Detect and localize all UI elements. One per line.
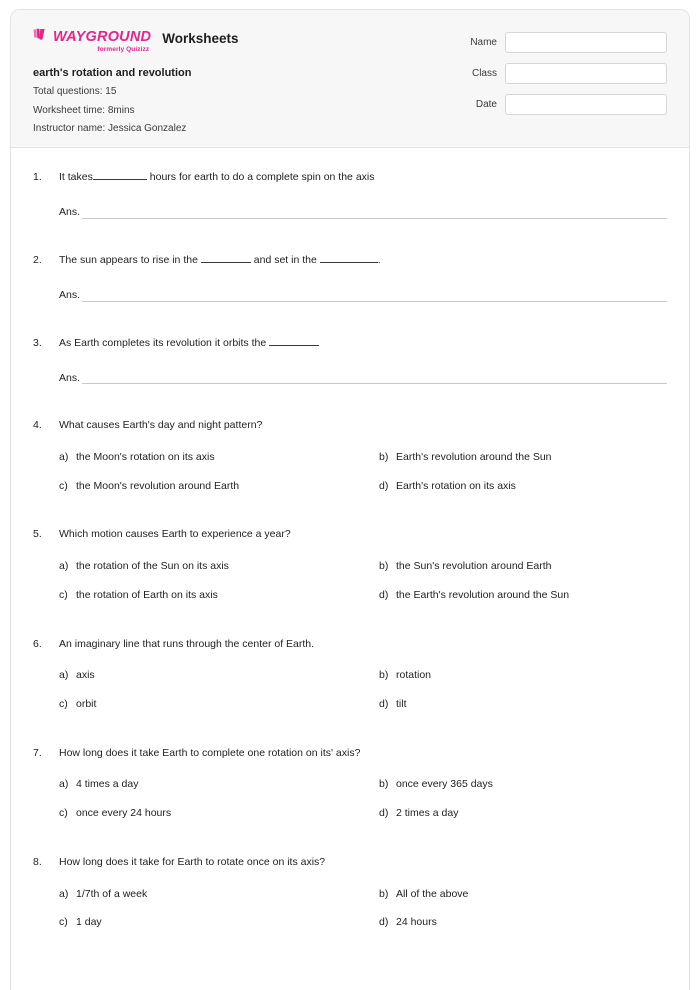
- question-8-option-c[interactable]: [59, 915, 379, 930]
- field-row-date: [437, 94, 667, 115]
- date-input[interactable]: [505, 94, 667, 115]
- option-text: 2 times a day: [396, 807, 459, 820]
- question-6-option-a[interactable]: [59, 668, 379, 683]
- question-5-text: Which motion causes Earth to experience a year?: [59, 528, 291, 541]
- question-8-option-b[interactable]: [379, 887, 667, 902]
- option-letter: d): [379, 697, 389, 710]
- question-8: [33, 855, 667, 930]
- option-letter: d): [379, 479, 389, 492]
- worksheet-card: [10, 9, 690, 990]
- question-4-option-c[interactable]: [59, 479, 379, 494]
- question-3-text: [59, 336, 319, 352]
- question-8-options: [33, 887, 667, 930]
- question-1-text: [59, 170, 375, 186]
- option-text: Earth's rotation on its axis: [396, 479, 516, 492]
- option-letter: b): [379, 887, 389, 900]
- question-1-blank: [93, 179, 147, 180]
- field-row-class: [437, 63, 667, 84]
- question-4: [33, 418, 667, 493]
- name-input[interactable]: [505, 32, 667, 53]
- questions-list: [11, 148, 689, 990]
- option-text: 24 hours: [396, 916, 437, 929]
- question-1-answer-label: Ans.: [59, 206, 81, 219]
- question-4-text: What causes Earth's day and night pattern?: [59, 419, 263, 432]
- question-3-answer-row: [33, 370, 667, 384]
- question-3: [33, 336, 667, 385]
- question-7-options: [33, 777, 667, 820]
- option-text: tilt: [396, 697, 407, 710]
- question-5-option-b[interactable]: [379, 559, 667, 574]
- question-5-number: 5.: [33, 528, 42, 541]
- question-7-option-c[interactable]: [59, 806, 379, 821]
- question-8-option-a[interactable]: [59, 887, 379, 902]
- question-1-text-before: It takes: [59, 171, 93, 183]
- question-8-number: 8.: [33, 855, 42, 868]
- question-2-text-before: The sun appears to rise in the: [59, 253, 201, 266]
- option-text: All of the above: [396, 887, 469, 900]
- wayground-logo-text: WAYGROUND: [53, 28, 152, 45]
- question-1-text-after: hours for earth to do a complete spin on the axis: [146, 171, 375, 183]
- option-text: the Moon's rotation on its axis: [76, 451, 215, 463]
- question-4-number: 4.: [33, 419, 42, 432]
- question-7-text: How long does it take Earth to complete one rotation on its' axis?: [59, 746, 361, 759]
- question-1-answer-line[interactable]: [82, 205, 667, 219]
- question-6-option-b[interactable]: [379, 668, 667, 683]
- question-3-head: [33, 336, 667, 352]
- question-2-answer-label: Ans.: [59, 288, 81, 301]
- question-8-option-d[interactable]: [379, 915, 667, 930]
- question-7-number: 7.: [33, 746, 42, 759]
- wayground-logo-mark-icon: [33, 28, 50, 45]
- option-letter: d): [379, 807, 389, 820]
- wayground-logo-subtitle: formerly Quizizz: [97, 46, 150, 54]
- question-1-answer-row: [33, 205, 667, 219]
- option-letter: c): [59, 807, 68, 820]
- question-6-option-c[interactable]: [59, 697, 379, 712]
- question-2-answer-line[interactable]: [82, 288, 667, 302]
- option-text: once every 365 days: [396, 778, 493, 791]
- option-letter: c): [59, 479, 68, 492]
- worksheet-time-text: Worksheet time: 8mins: [33, 104, 135, 116]
- question-8-text: How long does it take for Earth to rotate once on its axis?: [59, 855, 326, 868]
- question-3-text-before: As Earth completes its revolution it orbits the: [59, 336, 270, 349]
- option-letter: a): [59, 778, 69, 791]
- option-letter: a): [59, 887, 69, 900]
- question-2: [33, 253, 667, 302]
- question-6-head: [33, 637, 667, 653]
- question-7-option-d[interactable]: [379, 806, 667, 821]
- option-letter: a): [59, 669, 69, 682]
- question-4-option-a[interactable]: [59, 450, 379, 465]
- option-text: rotation: [396, 669, 432, 682]
- option-letter: b): [379, 560, 389, 573]
- worksheets-label: Worksheets: [162, 30, 239, 46]
- option-letter: b): [379, 451, 389, 463]
- question-2-answer-row: [33, 288, 667, 302]
- question-6-options: [33, 668, 667, 711]
- worksheet-header: [11, 10, 689, 148]
- option-letter: d): [379, 588, 389, 601]
- option-text: axis: [76, 669, 95, 682]
- option-text: Earth's revolution around the Sun: [396, 451, 552, 463]
- question-5-option-d[interactable]: [379, 588, 667, 603]
- question-3-answer-line[interactable]: [82, 370, 667, 384]
- question-5-options: [33, 559, 667, 602]
- option-letter: c): [59, 697, 68, 710]
- total-questions-text: Total questions: 15: [33, 86, 117, 97]
- question-6: [33, 637, 667, 712]
- question-1: [33, 170, 667, 219]
- option-letter: b): [379, 669, 389, 682]
- question-7-option-b[interactable]: [379, 777, 667, 792]
- logo-top-row: [33, 28, 151, 45]
- question-4-option-b[interactable]: [379, 450, 667, 465]
- question-2-head: [33, 253, 667, 269]
- option-text: the rotation of Earth on its axis: [76, 588, 218, 601]
- wayground-logo[interactable]: [33, 28, 151, 54]
- option-text: once every 24 hours: [76, 807, 172, 820]
- question-7-head: [33, 746, 667, 762]
- question-2-number: 2.: [33, 253, 42, 266]
- option-text: the Earth's revolution around the Sun: [396, 588, 570, 601]
- question-5-head: [33, 527, 667, 543]
- option-letter: c): [59, 916, 68, 929]
- question-3-blank: [269, 345, 319, 346]
- question-1-number: 1.: [33, 171, 42, 183]
- worksheet-title: earth's rotation and revolution: [33, 67, 192, 79]
- option-text: the Moon's revolution around Earth: [76, 479, 240, 492]
- question-2-blank-1: [201, 262, 251, 263]
- question-5-option-c[interactable]: [59, 588, 379, 603]
- question-2-text-after: .: [377, 253, 381, 266]
- question-4-options: [33, 450, 667, 493]
- question-6-option-d[interactable]: [379, 697, 667, 712]
- question-1-head: [33, 170, 667, 186]
- option-letter: c): [59, 588, 68, 601]
- question-4-head: [33, 418, 667, 434]
- option-text: 4 times a day: [76, 778, 139, 791]
- question-7-option-a[interactable]: [59, 777, 379, 792]
- question-8-head: [33, 855, 667, 871]
- option-text: 1/7th of a week: [76, 887, 148, 900]
- class-input[interactable]: [505, 63, 667, 84]
- option-letter: d): [379, 916, 389, 929]
- name-field-label: Name: [470, 37, 497, 48]
- class-field-label: Class: [471, 68, 497, 79]
- option-letter: b): [379, 778, 389, 791]
- question-2-text: [59, 253, 381, 269]
- question-6-number: 6.: [33, 637, 42, 650]
- question-2-text-middle: and set in the: [250, 253, 320, 266]
- question-6-text: An imaginary line that runs through the center of Earth.: [59, 637, 315, 650]
- question-4-option-d[interactable]: [379, 479, 667, 494]
- option-text: the rotation of the Sun on its axis: [76, 560, 229, 573]
- question-5: [33, 527, 667, 602]
- question-7: [33, 746, 667, 821]
- option-text: 1 day: [76, 916, 102, 929]
- student-info-fields: [437, 32, 667, 125]
- question-3-answer-label: Ans.: [59, 371, 81, 384]
- option-letter: a): [59, 451, 69, 463]
- option-text: the Sun's revolution around Earth: [396, 560, 552, 573]
- question-3-number: 3.: [33, 336, 42, 349]
- question-5-option-a[interactable]: [59, 559, 379, 574]
- instructor-name-text: Instructor name: Jessica Gonzalez: [33, 123, 187, 134]
- field-row-name: [437, 32, 667, 53]
- date-field-label: Date: [475, 99, 497, 110]
- option-text: orbit: [76, 697, 97, 710]
- option-letter: a): [59, 560, 69, 573]
- question-2-blank-2: [320, 262, 378, 263]
